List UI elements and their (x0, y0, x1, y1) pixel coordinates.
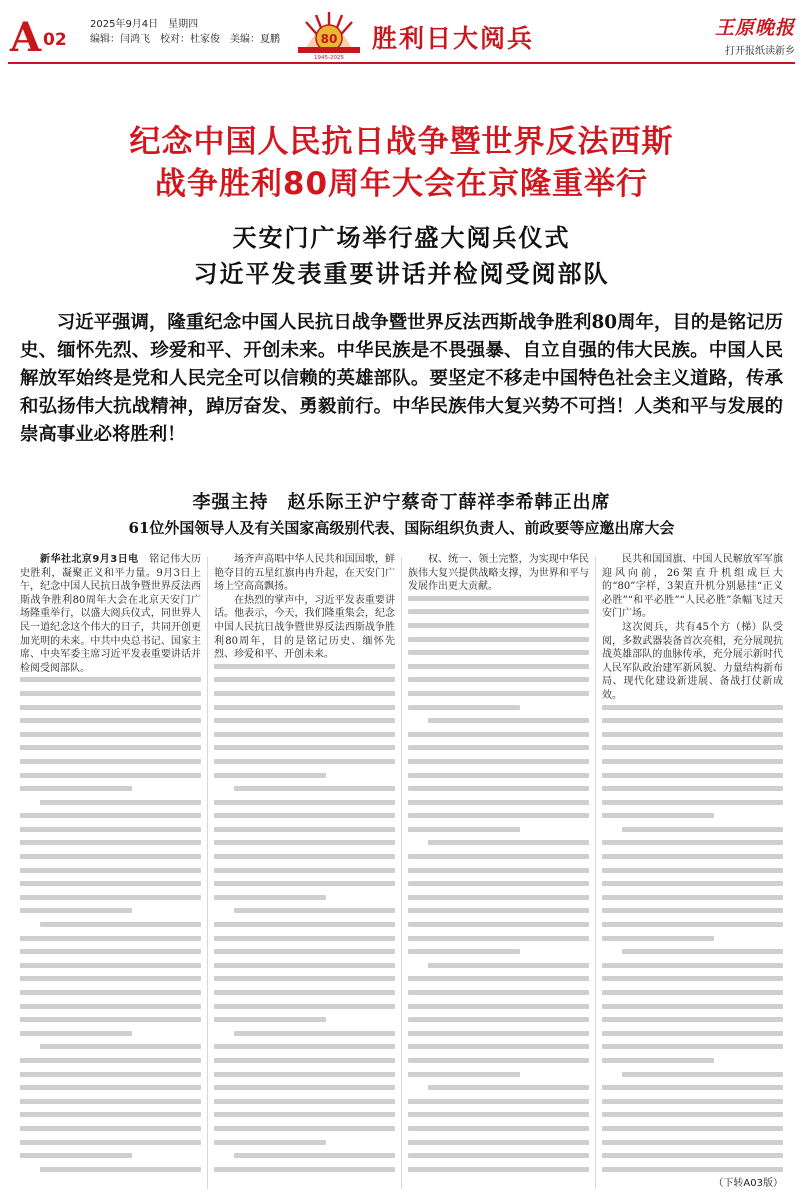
text-line-placeholder (602, 1153, 783, 1158)
column-rule (595, 557, 596, 1189)
text-line-placeholder (214, 705, 395, 710)
text-line-placeholder (20, 786, 132, 791)
text-line-placeholder (602, 773, 783, 778)
brand-slogan: 打开报纸读新乡 (725, 46, 795, 57)
text-line-placeholder (602, 1058, 714, 1063)
text-line-placeholder (214, 827, 395, 832)
text-line-placeholder (20, 773, 201, 778)
text-line-placeholder (214, 895, 326, 900)
text-line-placeholder (20, 759, 201, 764)
text-line-placeholder (428, 1085, 589, 1090)
column-rule (207, 557, 208, 1189)
text-line-placeholder (214, 1112, 395, 1117)
text-line-placeholder (20, 1140, 201, 1145)
text-line-placeholder (408, 908, 589, 913)
text-line-placeholder (214, 800, 395, 805)
article-column-4 (602, 553, 783, 1193)
text-line-placeholder (602, 976, 783, 981)
text-line-placeholder (408, 664, 589, 669)
text-line-placeholder (602, 854, 783, 859)
text-line-placeholder (408, 1072, 520, 1077)
text-line-placeholder (20, 745, 201, 750)
text-line-placeholder (408, 596, 589, 601)
text-line-placeholder (214, 1017, 326, 1022)
paragraph: 场齐声高唱中华人民共和国国歌，鲜艳夺目的五星红旗冉冉升起，在天安门广场上空高高飘扬。 (214, 554, 395, 593)
text-line-placeholder (602, 1112, 783, 1117)
text-line-placeholder (602, 1044, 783, 1049)
text-line-placeholder (20, 1153, 132, 1158)
text-line-placeholder (622, 1072, 783, 1077)
page-letter: A (10, 14, 42, 61)
text-line-placeholder (20, 881, 201, 886)
text-line-placeholder (408, 691, 589, 696)
text-line-placeholder (408, 1167, 589, 1172)
text-line-placeholder (214, 963, 395, 968)
text-line-placeholder (20, 1004, 201, 1009)
text-line-placeholder (214, 976, 395, 981)
text-line-placeholder (40, 1167, 201, 1172)
text-line-placeholder (408, 868, 589, 873)
text-line-placeholder (214, 1099, 395, 1104)
paragraph: 在热烈的掌声中，习近平发表重要讲话。他表示，今天，我们隆重集会，纪念中国人民抗日战争暨世界反法西斯战争胜利80周年，目的是铭记历史、缅怀先烈、珍爱和平、开创未来。 (214, 594, 395, 661)
text-line-placeholder (408, 786, 589, 791)
text-line-placeholder (20, 963, 201, 968)
text-line-placeholder (408, 1044, 589, 1049)
main-headline-line-1: 纪念中国人民抗日战争暨世界反法西斯 (129, 124, 674, 160)
text-line-placeholder (20, 976, 201, 981)
text-line-placeholder (408, 854, 589, 859)
text-line-placeholder (408, 1058, 589, 1063)
text-line-placeholder (214, 1126, 395, 1131)
text-line-placeholder (408, 881, 589, 886)
text-line-placeholder (602, 1140, 783, 1145)
emblem-numeral: 80 (320, 32, 338, 46)
text-line-placeholder (214, 949, 395, 954)
text-line-placeholder (234, 1153, 395, 1158)
text-line-placeholder (602, 1126, 783, 1131)
text-line-placeholder (214, 1058, 395, 1063)
text-line-placeholder (20, 718, 201, 723)
text-line-placeholder (20, 949, 201, 954)
text-line-placeholder (602, 936, 714, 941)
lead-paragraph: 习近平强调，隆重纪念中国人民抗日战争暨世界反法西斯战争胜利80周年，目的是铭记历史、缅怀先烈、珍爱和平、开创未来。中华民族是不畏强暴、自立自强的伟大民族。中国人民解放军始终是党和人民完全可以信赖的英雄部队。要坚定不移走中国特色社会主义道路，传承和弘扬伟大抗战精神，踔厉奋发、勇毅前行。中华民族伟大复兴势不可挡！人类和平与发展的崇高事业必将胜利！ (20, 312, 783, 445)
text-line-placeholder (20, 1017, 201, 1022)
text-line-placeholder (214, 1140, 326, 1145)
section-title: 胜利日大阅兵 (372, 24, 535, 53)
text-line-placeholder (408, 1099, 589, 1104)
text-line-placeholder (408, 637, 589, 642)
text-line-placeholder (214, 1044, 395, 1049)
text-line-placeholder (408, 1153, 589, 1158)
text-line-placeholder (602, 800, 783, 805)
text-line-placeholder (602, 1167, 783, 1172)
text-line-placeholder (408, 1031, 589, 1036)
text-line-placeholder (602, 908, 783, 913)
text-line-placeholder (20, 1085, 201, 1090)
text-line-placeholder (602, 963, 783, 968)
text-line-placeholder (408, 800, 589, 805)
text-line-placeholder (602, 759, 783, 764)
paragraph: 这次阅兵，共有45个方（梯）队受阅，多数武器装备首次亮相，充分展现抗战英雄部队的血脉传承，充分展示新时代人民军队政治建军新风貌、力量结构新布局、现代化建设新进展、备战打仗新成效。 (602, 621, 783, 701)
text-line-placeholder (20, 827, 201, 832)
body-text-filler (408, 596, 589, 1172)
text-line-placeholder (214, 664, 395, 669)
text-line-placeholder (602, 1099, 783, 1104)
text-line-placeholder (408, 677, 589, 682)
text-line-placeholder (20, 1099, 201, 1104)
article-body (20, 553, 783, 1193)
sub-headline-line-1: 天安门广场举行盛大阅兵仪式 (232, 223, 571, 252)
paragraph: 权、统一、领土完整，为实现中华民族伟大复兴提供战略支撑，为世界和平与发展作出更大贡献。 (408, 554, 589, 593)
text-line-placeholder (20, 732, 201, 737)
text-line-placeholder (20, 854, 201, 859)
text-line-placeholder (20, 1072, 201, 1077)
paragraph: 铭记伟大历史胜利，凝聚正义和平力量。9月3日上午，纪念中国人民抗日战争暨世界反法西斯战争胜利80周年大会在北京天安门广场隆重举行，以盛大阅兵仪式，同世界人民一道纪念这个伟大的日子，共同开创更加光明的未来。中共中央总书记、国家主席、中央军委主席习近平发表重要讲话并检阅受阅部队。 (20, 554, 201, 674)
text-line-placeholder (214, 1072, 395, 1077)
text-line-placeholder (602, 718, 783, 723)
text-line-placeholder (40, 800, 201, 805)
paragraph: 民共和国国旗、中国人民解放军军旗迎风向前，26架直升机组成巨大的“80”字样，3架直升机分别悬挂“正义必胜”“和平必胜”“人民必胜”条幅飞过天安门广场。 (602, 554, 783, 620)
text-line-placeholder (408, 936, 589, 941)
text-line-placeholder (214, 677, 395, 682)
text-line-placeholder (622, 827, 783, 832)
text-line-placeholder (20, 1112, 201, 1117)
text-line-placeholder (214, 854, 395, 859)
text-line-placeholder (214, 868, 395, 873)
host-attendance-line: 李强主持 赵乐际王沪宁蔡奇丁薛祥李希韩正出席 (192, 492, 611, 513)
text-line-placeholder (602, 745, 783, 750)
text-line-placeholder (20, 1031, 132, 1036)
text-line-placeholder (20, 705, 201, 710)
sub-headline-line-2: 习近平发表重要讲话并检阅受阅部队 (193, 259, 610, 288)
text-line-placeholder (408, 949, 520, 954)
text-line-placeholder (214, 1004, 395, 1009)
text-line-placeholder (408, 745, 589, 750)
text-line-placeholder (214, 732, 395, 737)
text-line-placeholder (20, 677, 201, 682)
text-line-placeholder (408, 813, 589, 818)
text-line-placeholder (214, 840, 395, 845)
text-line-placeholder (622, 949, 783, 954)
text-line-placeholder (408, 705, 520, 710)
text-line-placeholder (602, 1085, 783, 1090)
text-line-placeholder (408, 759, 589, 764)
text-line-placeholder (234, 1031, 395, 1036)
text-line-placeholder (408, 650, 589, 655)
text-line-placeholder (20, 840, 201, 845)
text-line-placeholder (214, 881, 395, 886)
text-line-placeholder (20, 1126, 201, 1131)
text-line-placeholder (602, 840, 783, 845)
text-line-placeholder (602, 868, 783, 873)
text-line-placeholder (20, 813, 201, 818)
text-line-placeholder (408, 773, 589, 778)
text-line-placeholder (428, 963, 589, 968)
page-header (0, 0, 803, 62)
text-line-placeholder (214, 718, 395, 723)
text-line-placeholder (234, 908, 395, 913)
main-headline-line-2: 战争胜利80周年大会在京隆重举行 (154, 166, 649, 202)
text-line-placeholder (214, 773, 326, 778)
text-line-placeholder (408, 1017, 589, 1022)
text-line-placeholder (214, 745, 395, 750)
text-line-placeholder (408, 990, 589, 995)
text-line-placeholder (602, 813, 714, 818)
text-line-placeholder (40, 922, 201, 927)
continued-note: （下转A03版） (710, 1177, 783, 1191)
text-line-placeholder (214, 813, 395, 818)
text-line-placeholder (602, 732, 783, 737)
article-column-3 (408, 553, 589, 1193)
text-line-placeholder (408, 1140, 589, 1145)
dateline: 新华社北京9月3日电 (40, 554, 139, 565)
text-line-placeholder (20, 1058, 201, 1063)
text-line-placeholder (602, 1017, 783, 1022)
victory-80-emblem-icon (294, 8, 364, 60)
page-number: 02 (43, 30, 67, 50)
text-line-placeholder (602, 922, 783, 927)
text-line-placeholder (214, 990, 395, 995)
text-line-placeholder (602, 705, 783, 710)
editors-line: 编辑：闫鸿飞 校对：杜家俊 美编：夏鹏 (90, 34, 280, 45)
newspaper-brand (685, 13, 795, 57)
text-line-placeholder (20, 908, 132, 913)
text-line-placeholder (20, 990, 201, 995)
text-line-placeholder (428, 718, 589, 723)
text-line-placeholder (408, 976, 589, 981)
text-line-placeholder (20, 936, 201, 941)
text-line-placeholder (408, 1112, 589, 1117)
text-line-placeholder (214, 936, 395, 941)
text-line-placeholder (20, 895, 201, 900)
foreign-guests-line: 61位外国领导人及有关国家高级别代表、国际组织负责人、前政要等应邀出席大会 (128, 519, 675, 537)
text-line-placeholder (214, 1085, 395, 1090)
text-line-placeholder (214, 759, 395, 764)
text-line-placeholder (602, 786, 783, 791)
body-text-filler (214, 664, 395, 1172)
text-line-placeholder (234, 786, 395, 791)
text-line-placeholder (408, 609, 589, 614)
article-column-2 (214, 553, 395, 1193)
text-line-placeholder (408, 827, 520, 832)
emblem-years: 1945-2025 (314, 55, 344, 60)
text-line-placeholder (408, 922, 589, 927)
text-line-placeholder (602, 1004, 783, 1009)
text-line-placeholder (602, 990, 783, 995)
text-line-placeholder (408, 895, 589, 900)
article-column-1 (20, 553, 201, 1193)
body-text-filler (602, 705, 783, 1172)
date-line: 2025年9月4日 星期四 (90, 19, 199, 30)
text-line-placeholder (214, 922, 395, 927)
text-line-placeholder (20, 868, 201, 873)
text-line-placeholder (602, 881, 783, 886)
body-text-filler (20, 677, 201, 1171)
text-line-placeholder (602, 1031, 783, 1036)
text-line-placeholder (602, 895, 783, 900)
column-rule (401, 557, 402, 1189)
text-line-placeholder (20, 691, 201, 696)
text-line-placeholder (408, 1126, 589, 1131)
header-meta (90, 17, 280, 47)
text-line-placeholder (40, 1044, 201, 1049)
text-line-placeholder (214, 691, 395, 696)
text-line-placeholder (408, 732, 589, 737)
text-line-placeholder (408, 623, 589, 628)
text-line-placeholder (408, 1004, 589, 1009)
brand-name: 王原晚报 (714, 17, 795, 39)
text-line-placeholder (214, 1167, 395, 1172)
text-line-placeholder (428, 840, 589, 845)
header-rule (8, 62, 795, 64)
